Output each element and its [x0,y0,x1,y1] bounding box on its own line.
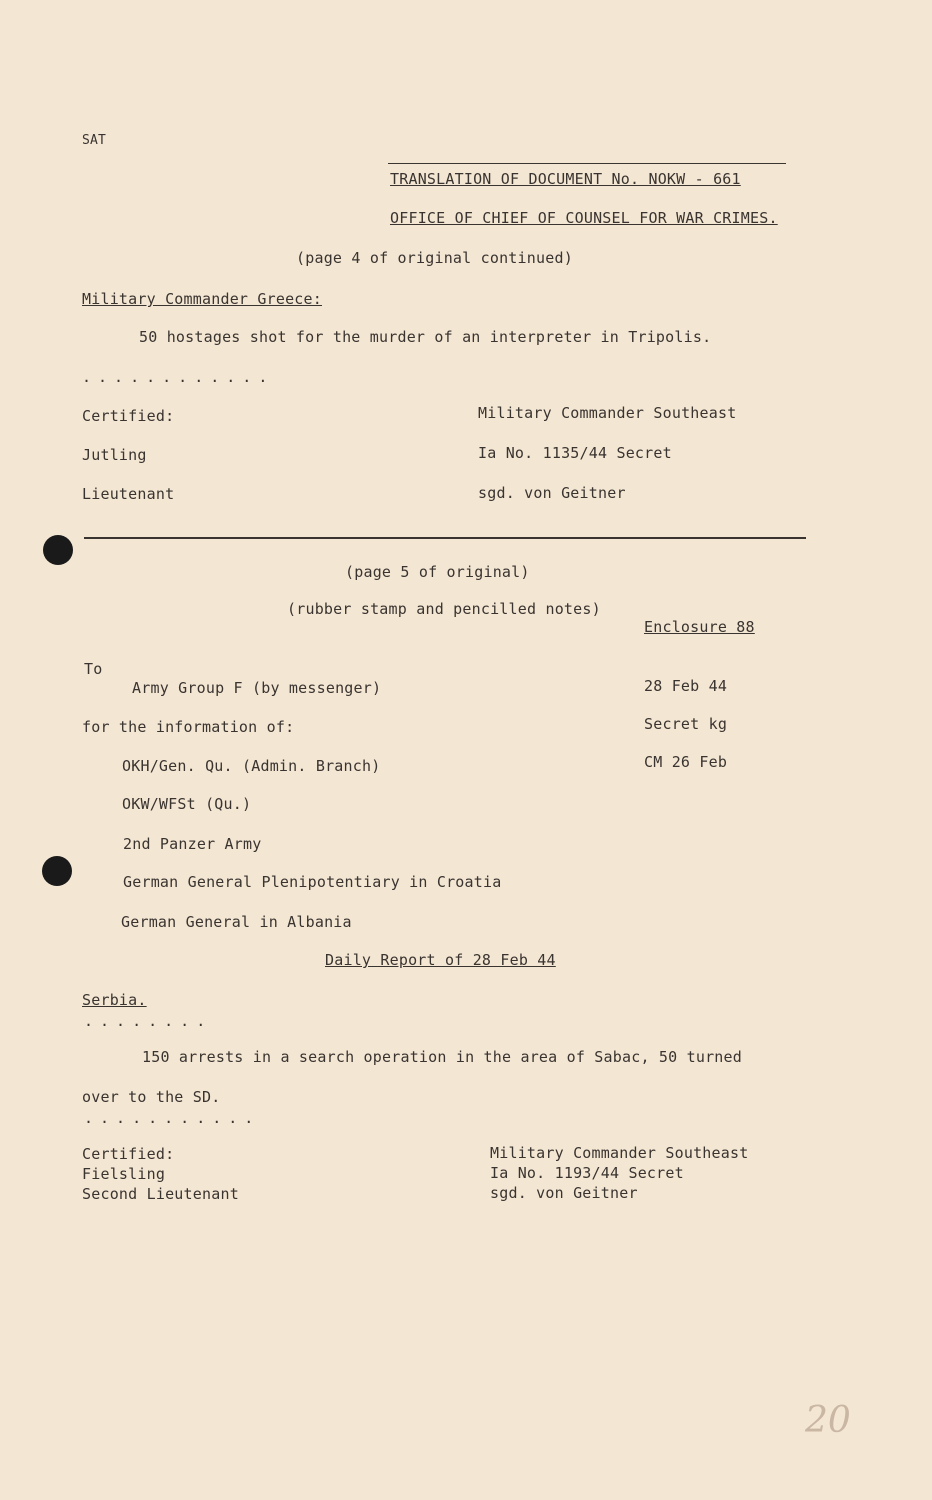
secret-note: Secret kg [644,715,728,733]
section2-ref: Ia No. 1193/44 Secret [490,1164,684,1182]
document-number: TRANSLATION OF DOCUMENT No. NOKW - 661 [390,170,741,188]
cm-note: CM 26 Feb [644,753,728,771]
initials: SAT [82,133,107,148]
albania-recipient: German General in Albania [121,913,352,931]
report-title: Daily Report of 28 Feb 44 [325,951,556,969]
section2-certified: Certified: [82,1145,175,1163]
enclosure-label: Enclosure 88 [644,618,755,636]
stamp-note: (rubber stamp and pencilled notes) [287,600,601,618]
date-note: 28 Feb 44 [644,677,728,695]
arrests-line1: 150 arrests in a search operation in the area of Sabac, 50 turned [142,1048,742,1066]
serbia-heading: Serbia. [82,991,147,1009]
arrests-line2: over to the SD. [82,1088,221,1106]
section1-body: 50 hostages shot for the murder of an interpreter in Tripolis. [139,328,712,346]
section1-certified: Certified: [82,407,175,425]
punch-hole-bottom [42,856,72,886]
serbia-dots: ........ [84,1012,213,1030]
page4-note: (page 4 of original continued) [296,249,573,267]
section2-rank: Second Lieutenant [82,1185,239,1203]
panzer-recipient: 2nd Panzer Army [123,835,262,853]
to-label: To [84,660,103,678]
office-title: OFFICE OF CHIEF OF COUNSEL FOR WAR CRIMES. [390,209,778,227]
info-label: for the information of: [82,718,295,736]
army-group: Army Group F (by messenger) [132,679,382,697]
section2-signature: sgd. von Geitner [490,1184,638,1202]
section1-dots: ............ [82,368,275,386]
arrests-dots: ........... [84,1109,261,1127]
section1-heading: Military Commander Greece: [82,290,322,308]
pencil-page-number: 20 [805,1400,851,1441]
punch-hole-top [43,535,73,565]
section1-ref: Ia No. 1135/44 Secret [478,444,672,462]
header-rule [388,163,786,164]
page5-note: (page 5 of original) [345,563,530,581]
section-divider [84,537,806,539]
croatia-recipient: German General Plenipotentiary in Croatia [123,873,502,891]
section2-sender: Military Commander Southeast [490,1144,749,1162]
section1-rank: Lieutenant [82,485,175,503]
section1-signature: sgd. von Geitner [478,484,626,502]
section1-name: Jutling [82,446,147,464]
section2-name: Fielsling [82,1165,166,1183]
okh-recipient: OKH/Gen. Qu. (Admin. Branch) [122,757,381,775]
okw-recipient: OKW/WFSt (Qu.) [122,795,252,813]
section1-sender: Military Commander Southeast [478,404,737,422]
